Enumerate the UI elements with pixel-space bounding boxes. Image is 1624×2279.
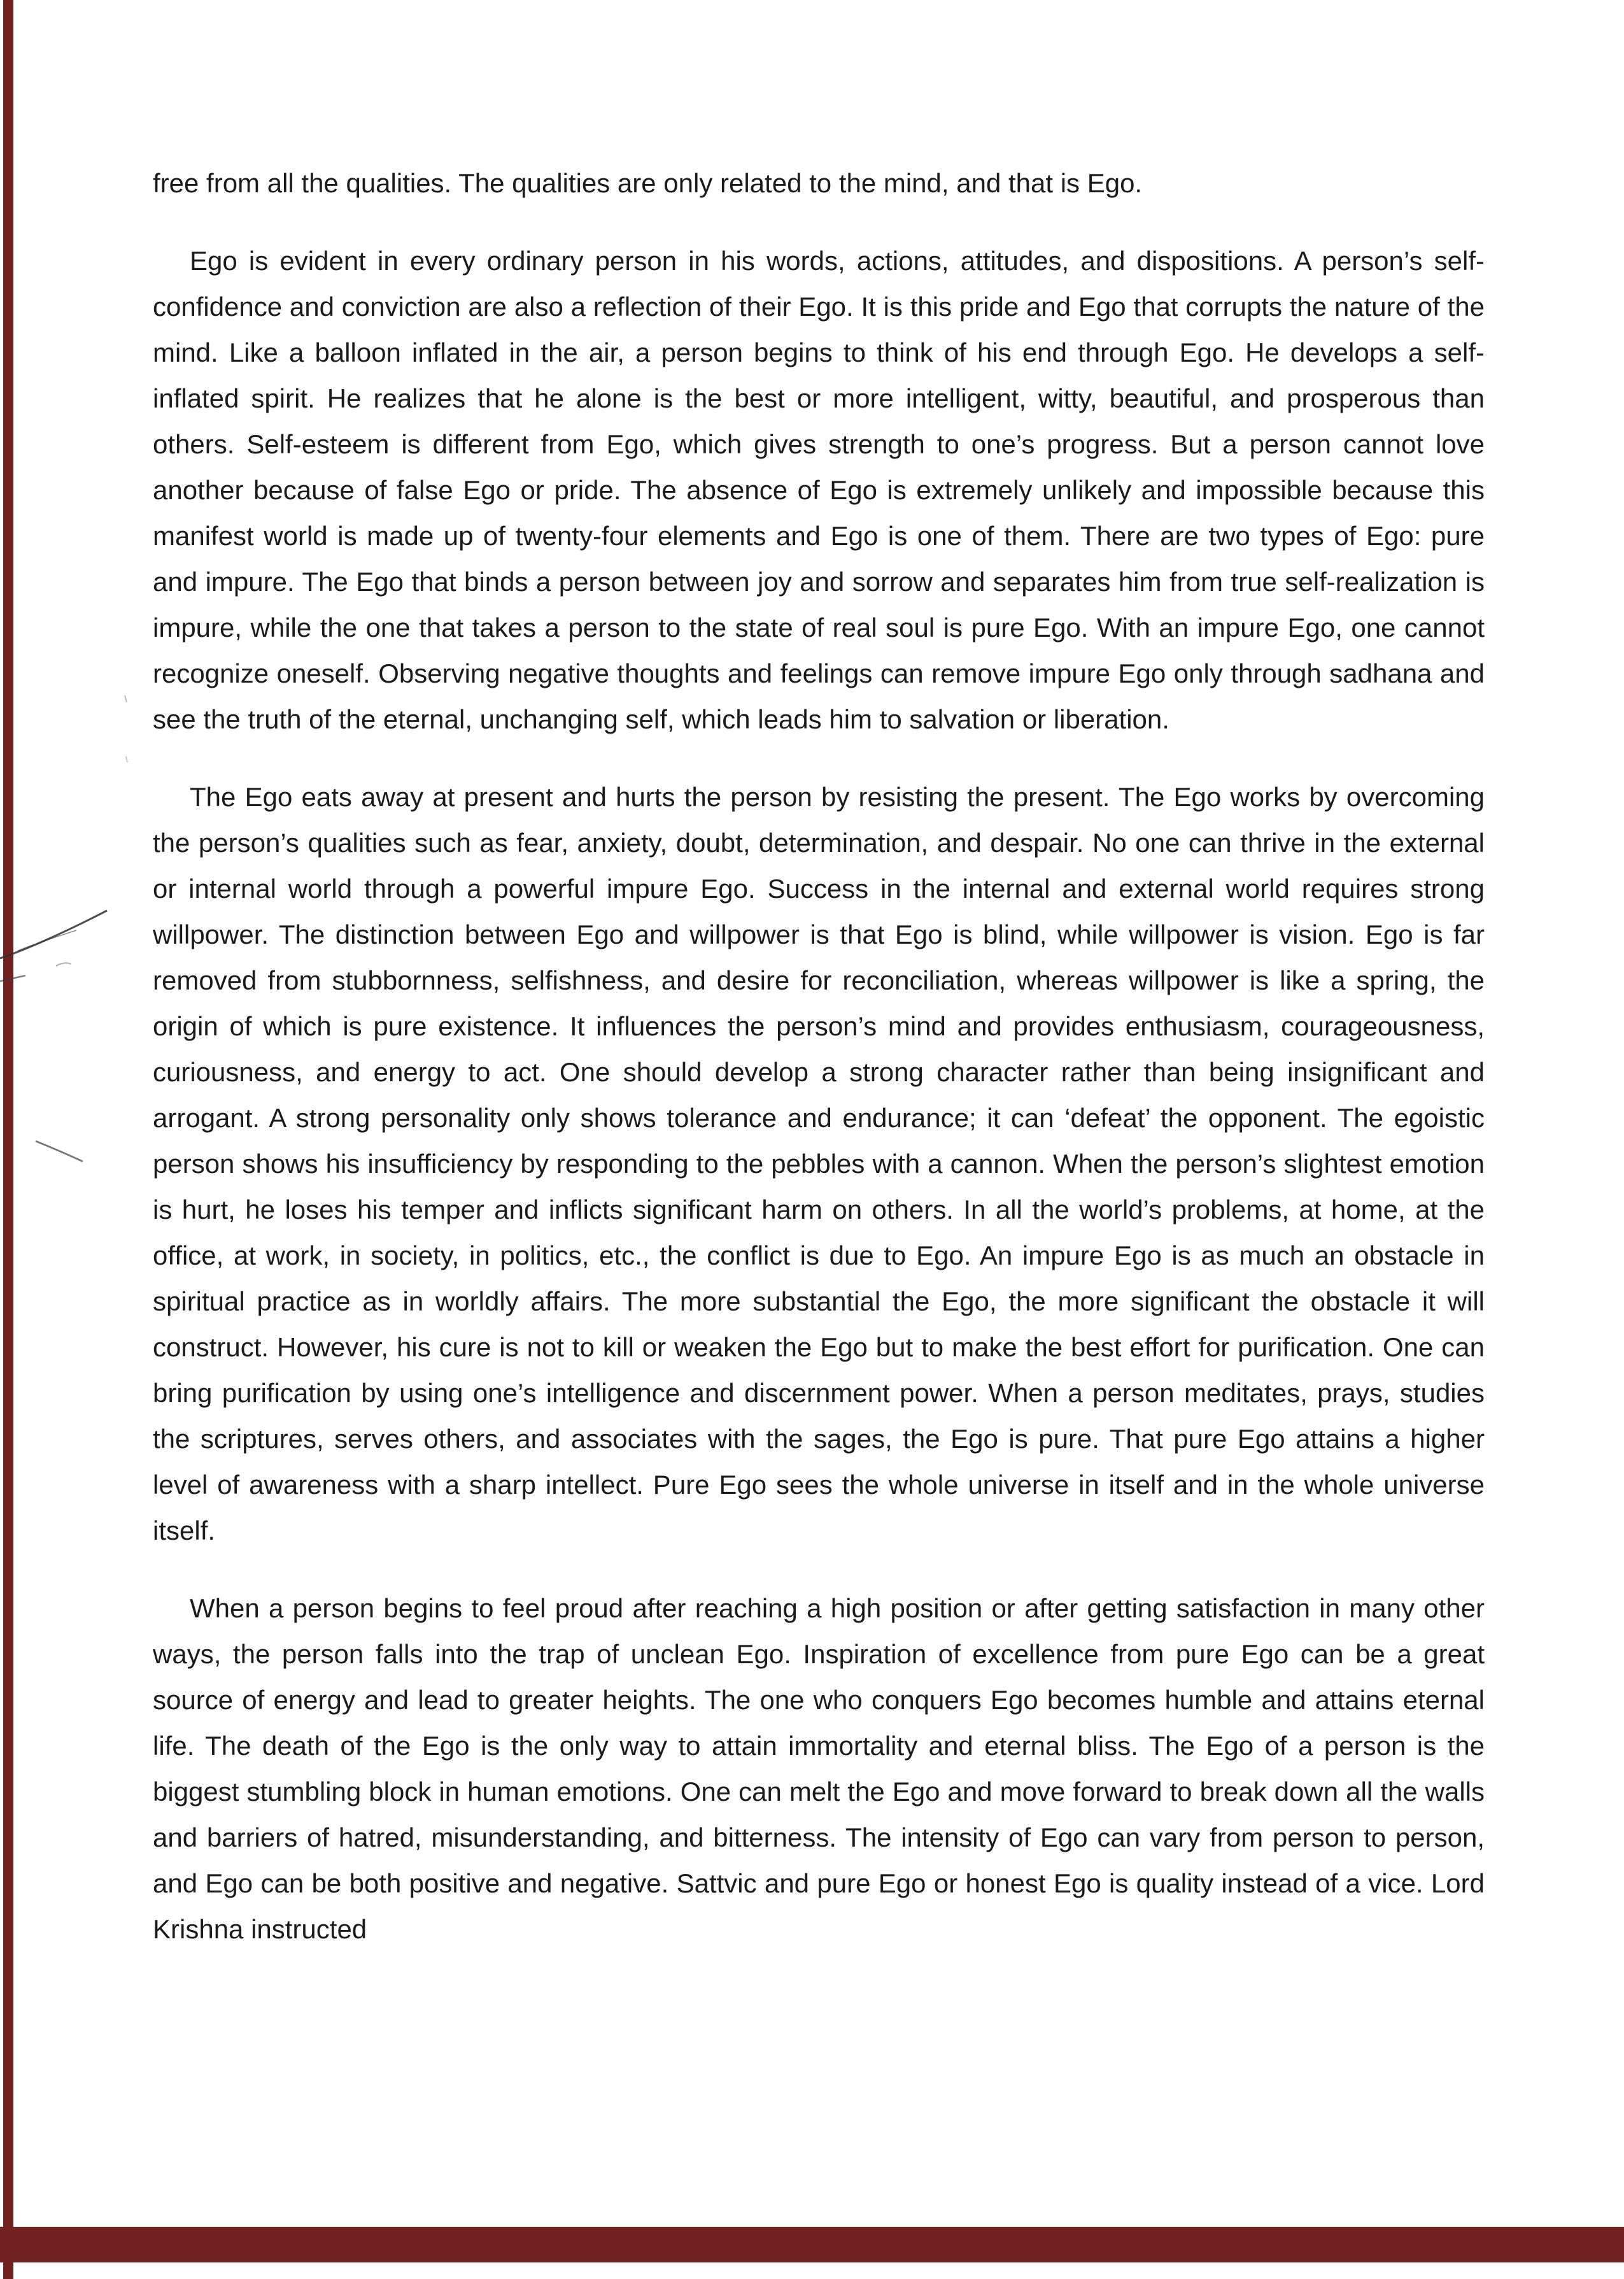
page-text [153,160,1485,1952]
page-left-edge-bar [3,0,13,2279]
pencil-fleck [56,963,71,966]
paragraph-ego-pride: When a person begins to feel proud after reaching a high position or after getting satisfaction in many other ways, the person falls into the trap of unclean Ego. Inspiration of excellence from pure Ego can be a great source of energy and lead to greater heights. The one who conquers Ego becomes humble and attains eternal life. The death of the Ego is the only way to attain immortality and eternal bliss. The Ego of a person is the biggest stumbling block in human emotions. One can melt the Ego and move forward to break down all the walls and barriers of hatred, misunderstanding, and bitterness. The intensity of Ego can vary from person to person, and Ego can be both positive and negative. Sattvic and pure Ego or honest Ego is quality instead of a vice. Lord Krishna instructed [153,1593,1485,1944]
pencil-line-long [0,911,107,958]
page-bottom-edge-bar [0,2227,1624,2262]
paragraph-ego-evident: Ego is evident in every ordinary person in his words, actions, attitudes, and dispositions. A person’s self-confidence and conviction are also a reflection of their Ego. It is this pride and Ego that corrupts the nature of the mind. Like a balloon inflated in the air, a person begins to think of his end through Ego. He develops a self-inflated spirit. He realizes that he alone is the best or more intelligent, witty, beautiful, and prosperous than others. Self-esteem is different from Ego, which gives strength to one’s progress. But a person cannot love another because of false Ego or pride. The absence of Ego is extremely unlikely and impossible because this manifest world is made up of twenty-four elements and Ego is one of them. There are two types of Ego: pure and impure. The Ego that binds a person between joy and sorrow and separates him from true self-realization is impure, while the one that takes a person to the state of real soul is pure Ego. With an impure Ego, one cannot recognize oneself. Observing negative thoughts and feelings can remove impure Ego only through sadhana and see the truth of the eternal, unchanging self, which leads him to salvation or liberation. [153,246,1485,734]
paragraph-continuation: free from all the qualities. The qualities are only related to the mind, and that is Ego. [153,168,1143,198]
paragraph-ego-willpower: The Ego eats away at present and hurts the person by resisting the present. The Ego works by overcoming the person’s qualities such as fear, anxiety, doubt, determination, and despair. No one can thrive in the external or internal world through a powerful impure Ego. Success in the internal and external world requires strong willpower. The distinction between Ego and willpower is that Ego is blind, while willpower is vision. Ego is far removed from stubbornness, selfishness, and desire for reconciliation, whereas willpower is like a spring, the origin of which is pure existence. It influences the person’s mind and provides enthusiasm, courageousness, curiousness, and energy to act. One should develop a strong character rather than being insignificant and arrogant. A strong personality only shows tolerance and endurance; it can ‘defeat’ the opponent. The egoistic person shows his insufficiency by responding to the pebbles with a cannon. When the person’s slightest emotion is hurt, he loses his temper and inflicts significant harm on others. In all the world’s problems, at home, at the office, at work, in society, in politics, etc., the conflict is due to Ego. An impure Ego is as much an obstacle in spiritual practice as in worldly affairs. The more substantial the Ego, the more significant the obstacle it will construct. However, his cure is not to kill or weaken the Ego but to make the best effort for purification. One can bring purification by using one’s intelligence and discernment power. When a person meditates, prays, studies the scriptures, serves others, and associates with the sages, the Ego is pure. That pure Ego attains a higher level of awareness with a sharp intellect. Pure Ego sees the whole universe in itself and in the whole universe itself. [153,782,1485,1545]
pencil-speck-1 [125,695,127,702]
pencil-speck-2 [126,756,127,762]
pencil-line-echo [18,930,76,951]
pencil-curve [36,1141,83,1161]
